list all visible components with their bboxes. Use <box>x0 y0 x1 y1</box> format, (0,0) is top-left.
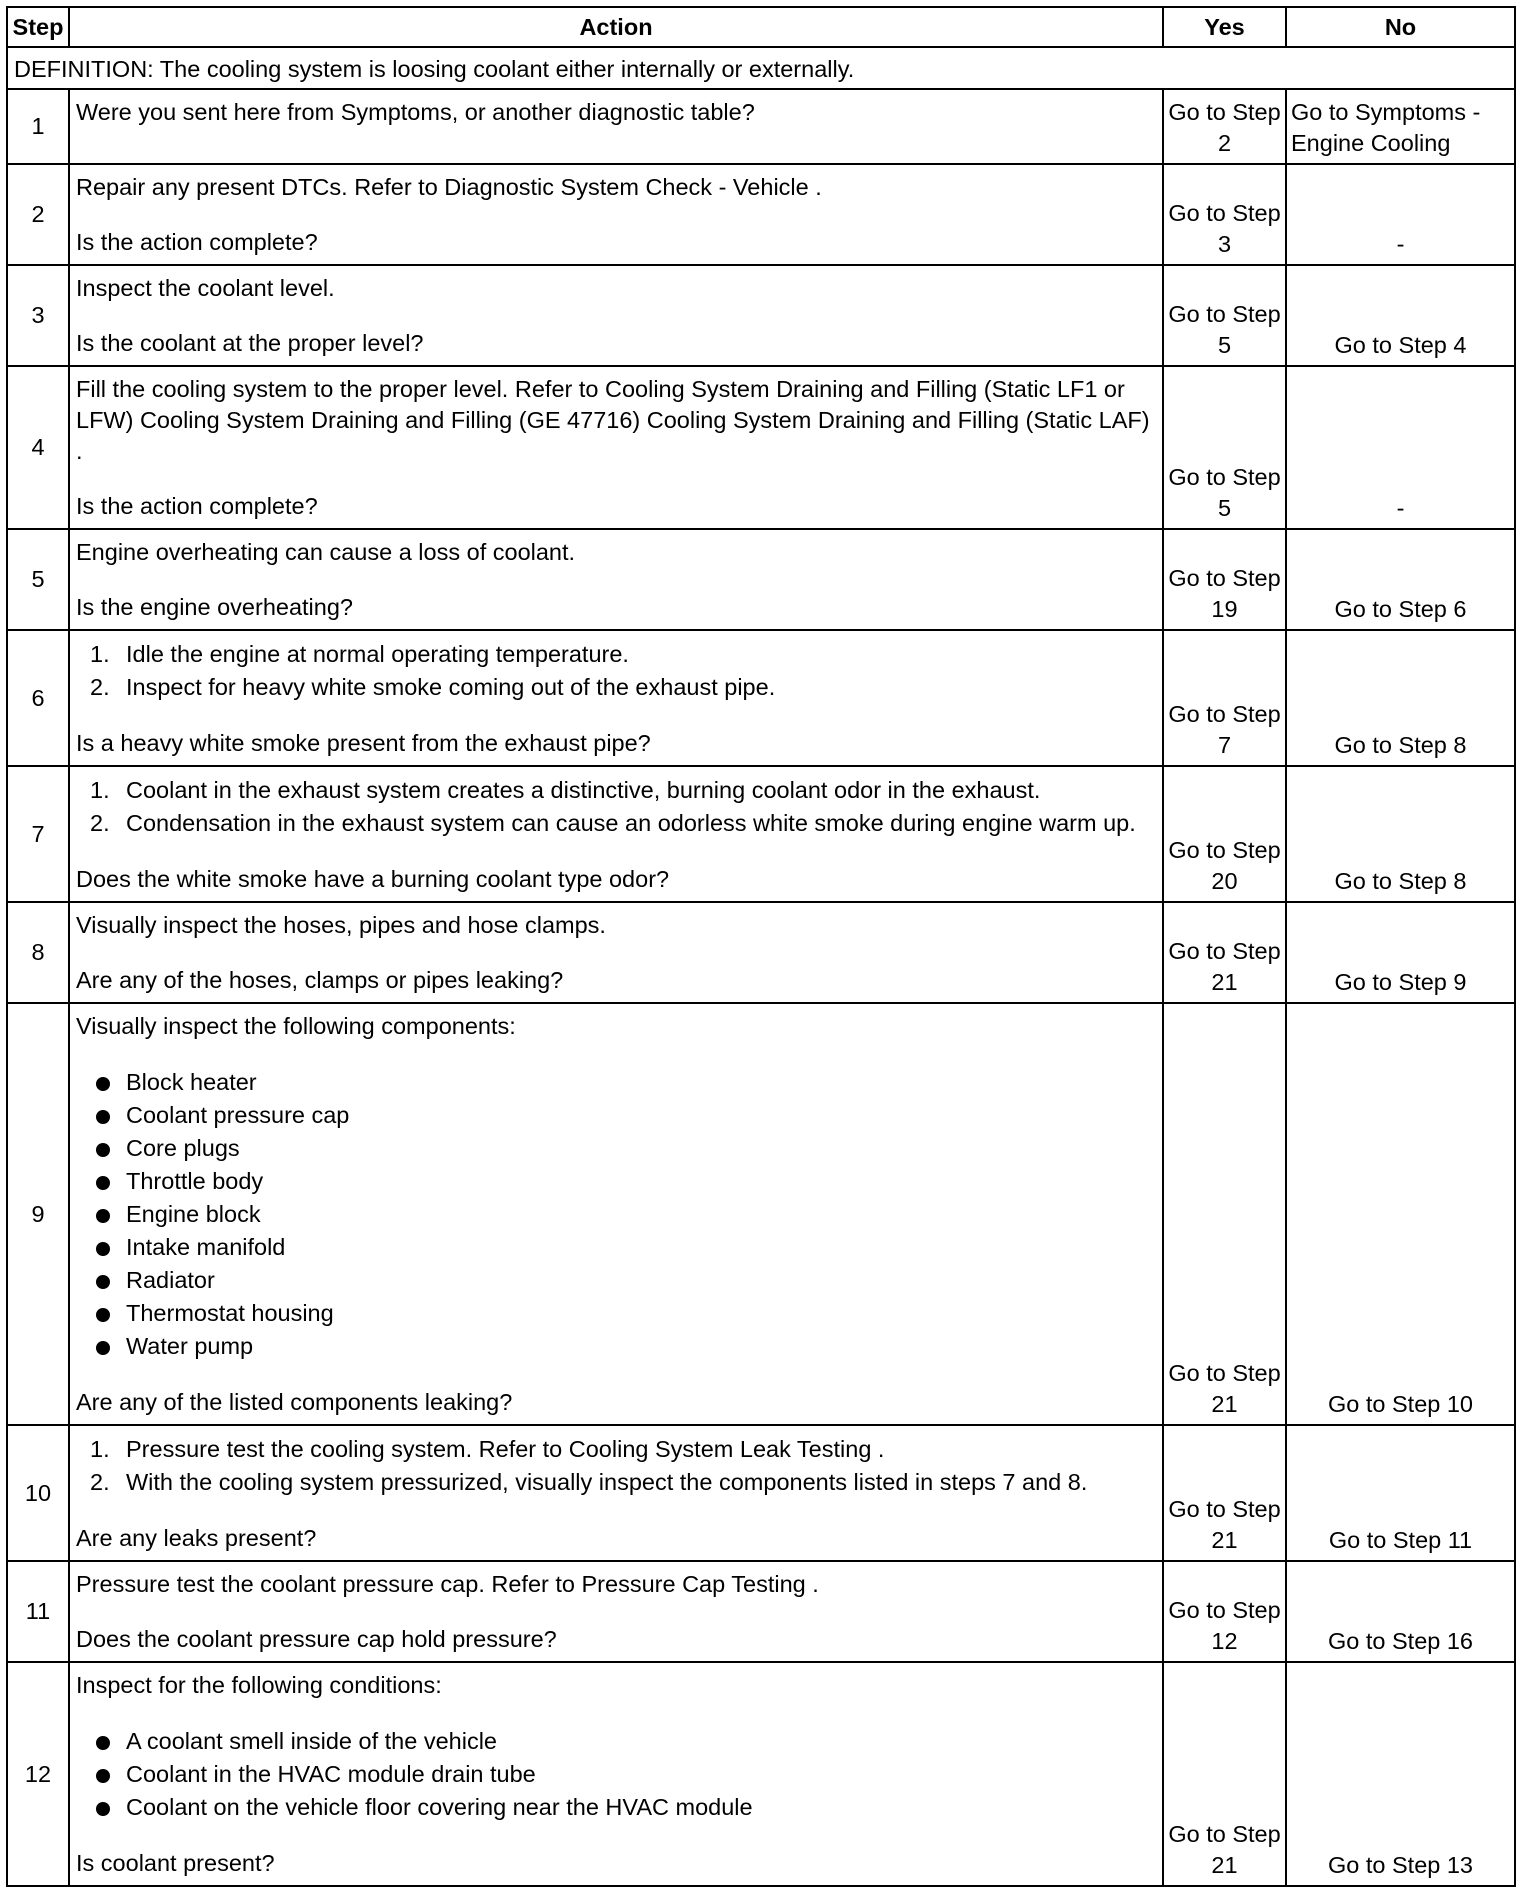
list-item-text: With the cooling system pressurized, visually inspect the components listed in steps 7 and 8. <box>126 1469 1088 1495</box>
no-cell: Go to Symptoms - Engine Cooling <box>1286 89 1515 164</box>
list-item-text: Radiator <box>126 1267 215 1293</box>
action-text: Were you sent here from Symptoms, or another diagnostic table? <box>76 99 755 125</box>
list-item-text: A coolant smell inside of the vehicle <box>126 1728 497 1754</box>
list-item-text: Condensation in the exhaust system can cause an odorless white smoke during engine warm up. <box>126 810 1136 836</box>
action-cell <box>69 366 1163 529</box>
no-cell: Go to Step 10 <box>1286 1003 1515 1425</box>
header-step: Step <box>7 7 69 47</box>
yes-cell: Go to Step 20 <box>1163 766 1286 902</box>
list-item-text: Thermostat housing <box>126 1300 334 1326</box>
table-row <box>7 902 1515 1003</box>
header-action: Action <box>69 7 1163 47</box>
bullet-icon <box>96 1110 110 1124</box>
action-text: Pressure test the coolant pressure cap. Refer to Pressure Cap Testing . <box>76 1571 819 1597</box>
bullet-icon <box>96 1802 110 1816</box>
list-item-text: Engine block <box>126 1201 261 1227</box>
yes-cell: Go to Step 12 <box>1163 1561 1286 1662</box>
action-text: Inspect for the following conditions: <box>76 1672 442 1698</box>
bullet-icon <box>96 1209 110 1223</box>
definition-text: DEFINITION: The cooling system is loosing coolant either internally or externally. <box>7 47 1515 89</box>
action-cell <box>69 1662 1163 1886</box>
step-number: 7 <box>7 766 69 902</box>
bullet-list <box>76 1725 1156 1824</box>
no-cell: Go to Step 4 <box>1286 265 1515 366</box>
list-item-text: Inspect for heavy white smoke coming out of the exhaust pipe. <box>126 674 776 700</box>
action-question: Does the coolant pressure cap hold pressure? <box>76 1626 557 1652</box>
step-number: 6 <box>7 630 69 766</box>
list-item <box>76 1165 1156 1198</box>
action-text: Fill the cooling system to the proper level. Refer to Cooling System Draining and Filling (Static LF1 or LFW) Cooling System Draining and Filling (GE 47716) Cooling System Draining and Filling (Static LAF) . <box>76 376 1157 464</box>
list-item-text: Coolant in the exhaust system creates a distinctive, burning coolant odor in the exhaust. <box>126 777 1041 803</box>
bullet-icon <box>96 1077 110 1091</box>
list-number: 1. <box>90 641 110 667</box>
list-item <box>76 1132 1156 1165</box>
list-item <box>76 1330 1156 1363</box>
action-question: Is coolant present? <box>76 1850 275 1876</box>
action-cell <box>69 1003 1163 1425</box>
list-item <box>76 1066 1156 1099</box>
action-question: Is a heavy white smoke present from the exhaust pipe? <box>76 730 651 756</box>
list-item-text: Throttle body <box>126 1168 264 1194</box>
no-cell: Go to Step 16 <box>1286 1561 1515 1662</box>
list-item-text: Intake manifold <box>126 1234 286 1260</box>
action-text: Visually inspect the hoses, pipes and hose clamps. <box>76 912 606 938</box>
bullet-icon <box>96 1769 110 1783</box>
no-cell: Go to Step 8 <box>1286 766 1515 902</box>
diagnostic-table <box>6 6 1516 1887</box>
action-cell <box>69 1561 1163 1662</box>
list-item <box>76 671 1156 704</box>
no-cell: Go to Step 11 <box>1286 1425 1515 1561</box>
step-number: 1 <box>7 89 69 164</box>
action-question: Are any of the listed components leaking? <box>76 1389 513 1415</box>
list-item-text: Coolant on the vehicle floor covering near the HVAC module <box>126 1794 753 1820</box>
action-cell <box>69 89 1163 164</box>
list-item-text: Pressure test the cooling system. Refer to Cooling System Leak Testing . <box>126 1436 885 1462</box>
list-number: 2. <box>90 810 110 836</box>
list-item-text: Water pump <box>126 1333 254 1359</box>
list-number: 2. <box>90 674 110 700</box>
list-item-text: Block heater <box>126 1069 257 1095</box>
list-item <box>76 1791 1156 1824</box>
bullet-icon <box>96 1242 110 1256</box>
bullet-icon <box>96 1143 110 1157</box>
list-item <box>76 1433 1156 1466</box>
numbered-list <box>76 638 1156 704</box>
action-cell <box>69 265 1163 366</box>
action-cell <box>69 164 1163 265</box>
list-item <box>76 1198 1156 1231</box>
table-row <box>7 766 1515 902</box>
yes-cell: Go to Step 3 <box>1163 164 1286 265</box>
step-number: 9 <box>7 1003 69 1425</box>
yes-cell: Go to Step 2 <box>1163 89 1286 164</box>
list-item-text: Core plugs <box>126 1135 240 1161</box>
bullet-icon <box>96 1308 110 1322</box>
no-cell: - <box>1286 164 1515 265</box>
action-question: Is the engine overheating? <box>76 594 353 620</box>
table-row <box>7 1561 1515 1662</box>
table-row <box>7 1003 1515 1425</box>
action-question: Is the coolant at the proper level? <box>76 330 424 356</box>
yes-cell: Go to Step 7 <box>1163 630 1286 766</box>
header-row <box>7 7 1515 47</box>
header-no: No <box>1286 7 1515 47</box>
numbered-list <box>76 774 1156 840</box>
bullet-icon <box>96 1176 110 1190</box>
table-row <box>7 1425 1515 1561</box>
action-cell <box>69 766 1163 902</box>
yes-cell: Go to Step 5 <box>1163 366 1286 529</box>
table-row <box>7 164 1515 265</box>
list-item <box>76 1099 1156 1132</box>
table-row <box>7 630 1515 766</box>
list-item-text: Idle the engine at normal operating temperature. <box>126 641 629 667</box>
yes-cell: Go to Step 21 <box>1163 1425 1286 1561</box>
step-number: 3 <box>7 265 69 366</box>
step-number: 8 <box>7 902 69 1003</box>
no-cell: - <box>1286 366 1515 529</box>
step-number: 11 <box>7 1561 69 1662</box>
step-number: 4 <box>7 366 69 529</box>
list-item <box>76 1297 1156 1330</box>
list-item <box>76 774 1156 807</box>
table-row <box>7 1662 1515 1886</box>
list-number: 1. <box>90 1436 110 1462</box>
bullet-icon <box>96 1341 110 1355</box>
list-number: 1. <box>90 777 110 803</box>
bullet-list <box>76 1066 1156 1363</box>
header-yes: Yes <box>1163 7 1286 47</box>
step-number: 12 <box>7 1662 69 1886</box>
action-cell <box>69 630 1163 766</box>
list-item <box>76 638 1156 671</box>
bullet-icon <box>96 1736 110 1750</box>
yes-cell: Go to Step 21 <box>1163 1662 1286 1886</box>
action-question: Is the action complete? <box>76 493 318 519</box>
step-number: 5 <box>7 529 69 630</box>
yes-cell: Go to Step 5 <box>1163 265 1286 366</box>
list-item <box>76 1466 1156 1499</box>
step-number: 2 <box>7 164 69 265</box>
table-row <box>7 265 1515 366</box>
list-item <box>76 1231 1156 1264</box>
list-number: 2. <box>90 1469 110 1495</box>
list-item <box>76 1758 1156 1791</box>
table-row <box>7 366 1515 529</box>
action-question: Are any leaks present? <box>76 1525 317 1551</box>
no-cell: Go to Step 8 <box>1286 630 1515 766</box>
list-item-text: Coolant pressure cap <box>126 1102 350 1128</box>
list-item <box>76 1264 1156 1297</box>
list-item <box>76 1725 1156 1758</box>
action-text: Repair any present DTCs. Refer to Diagnostic System Check - Vehicle . <box>76 174 822 200</box>
numbered-list <box>76 1433 1156 1499</box>
yes-cell: Go to Step 21 <box>1163 1003 1286 1425</box>
no-cell: Go to Step 9 <box>1286 902 1515 1003</box>
definition-row <box>7 47 1515 89</box>
action-cell <box>69 902 1163 1003</box>
action-cell <box>69 1425 1163 1561</box>
action-text: Engine overheating can cause a loss of coolant. <box>76 539 576 565</box>
list-item <box>76 807 1156 840</box>
action-question: Is the action complete? <box>76 229 318 255</box>
action-question: Does the white smoke have a burning coolant type odor? <box>76 866 670 892</box>
no-cell: Go to Step 13 <box>1286 1662 1515 1886</box>
action-cell <box>69 529 1163 630</box>
action-text: Visually inspect the following components: <box>76 1013 516 1039</box>
yes-cell: Go to Step 21 <box>1163 902 1286 1003</box>
diagnostic-table-container <box>6 6 1514 1887</box>
list-item-text: Coolant in the HVAC module drain tube <box>126 1761 536 1787</box>
action-text: Inspect the coolant level. <box>76 275 335 301</box>
bullet-icon <box>96 1275 110 1289</box>
no-cell: Go to Step 6 <box>1286 529 1515 630</box>
table-row <box>7 529 1515 630</box>
action-question: Are any of the hoses, clamps or pipes leaking? <box>76 967 564 993</box>
step-number: 10 <box>7 1425 69 1561</box>
yes-cell: Go to Step 19 <box>1163 529 1286 630</box>
table-row <box>7 89 1515 164</box>
